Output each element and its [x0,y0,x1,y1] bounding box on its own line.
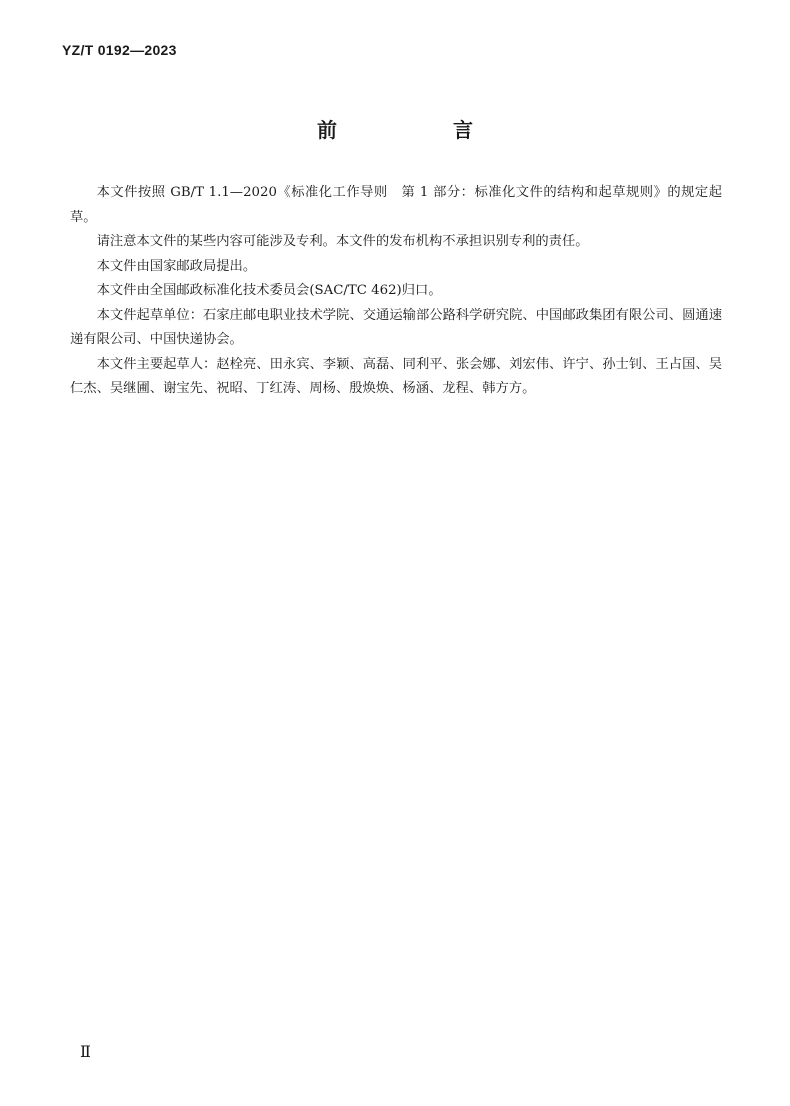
paragraph-patent-notice: 请注意本文件的某些内容可能涉及专利。本文件的发布机构不承担识别专利的责任。 [96,234,589,249]
page-number: Ⅱ [80,1042,91,1061]
paragraph-technical-committee: 本文件由全国邮政标准化技术委员会(SAC/TC 462)归口。 [96,283,442,298]
paragraph-drafting-units: 本文件起草单位：石家庄邮电职业技术学院、交通运输部公路科学研究院、中国邮政集团有限公司、圆通速递有限公司、中国快递协会。 [70,307,722,347]
document-code: YZ/T 0192—2023 [62,42,177,58]
paragraph-drafters: 本文件主要起草人：赵栓亮、田永宾、李颖、高磊、同利平、张会娜、刘宏伟、许宁、孙士钊、王占国、吴仁杰、吴继圃、谢宝先、祝昭、丁红涛、周杨、殷焕焕、杨涵、龙程、韩方方。 [70,356,722,396]
page-title: 前 言 [317,118,521,142]
paragraph-proposer: 本文件由国家邮政局提出。 [96,258,257,274]
foreword-body [70,181,722,402]
paragraph-drafting-basis: 本文件按照 GB/T 1.1—2020《标准化工作导则 第 1 部分：标准化文件的结构和起草规则》的规定起草。 [70,185,722,225]
